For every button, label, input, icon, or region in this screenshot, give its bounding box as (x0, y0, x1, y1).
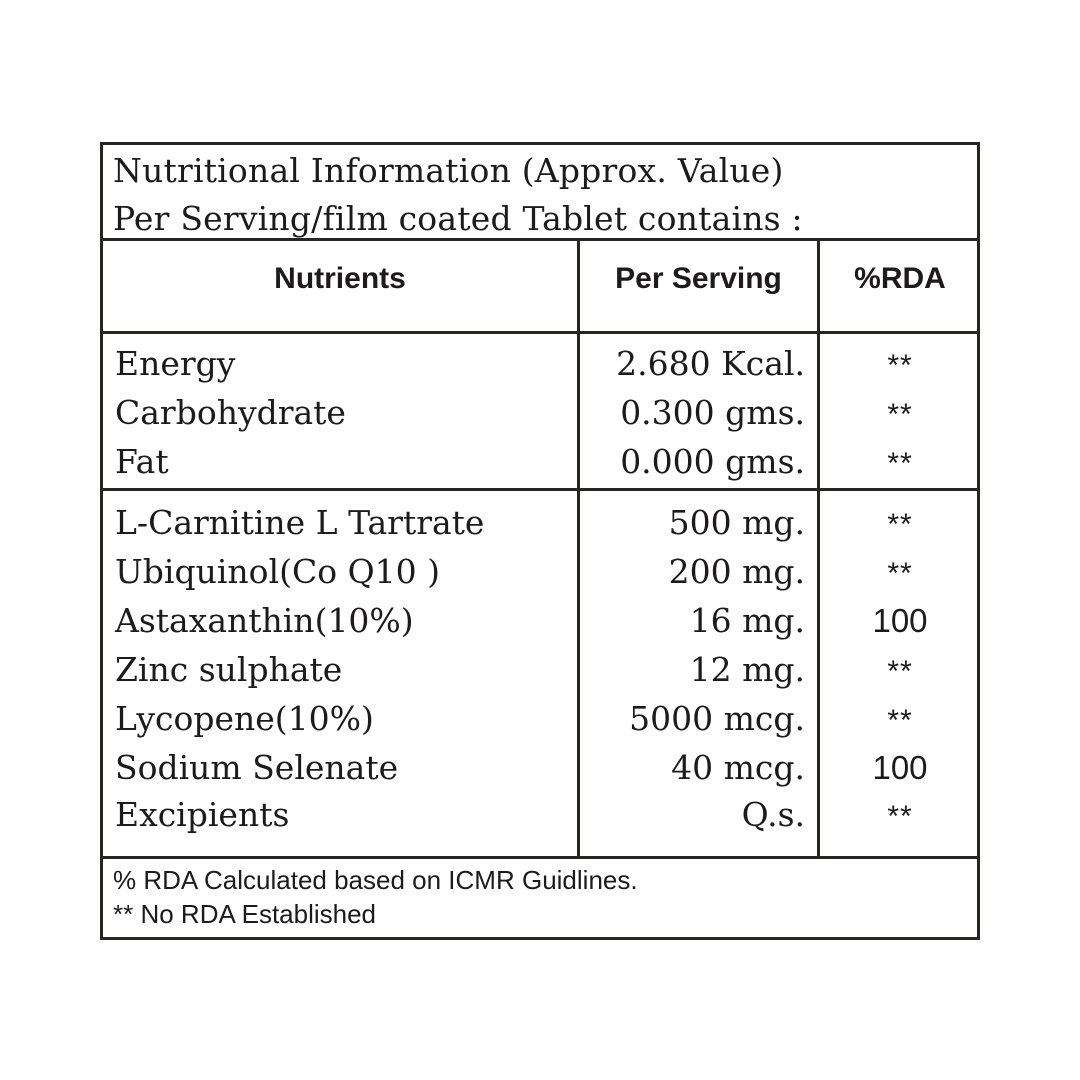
nutrient-name: Ubiquinol(Co Q10 ) (115, 552, 440, 591)
nutrient-serving: 200 mg. (668, 552, 805, 591)
nutrient-serving: 2.680 Kcal. (616, 344, 805, 383)
nutrient-name: L-Carnitine L Tartrate (115, 503, 485, 542)
nutrient-name: Zinc sulphate (115, 650, 343, 689)
footnote-rda-basis: % RDA Calculated based on ICMR Guidlines. (113, 865, 638, 895)
table-title (103, 145, 977, 241)
nutrient-serving: 40 mcg. (671, 748, 805, 787)
nutrient-serving: 0.000 gms. (620, 442, 805, 481)
nutrient-rda: ** (887, 704, 913, 737)
header-nutrients: Nutrients (274, 262, 406, 295)
footnotes (113, 863, 638, 931)
nutrient-rda: ** (887, 349, 913, 382)
title-line-1: Nutritional Information (Approx. Value) (113, 151, 784, 190)
nutrient-serving: 5000 mcg. (629, 699, 805, 738)
nutrient-serving: 500 mg. (668, 503, 805, 542)
nutrient-rda: 100 (872, 602, 928, 639)
nutrient-rda: 100 (872, 749, 928, 786)
title-line-2: Per Serving/film coated Tablet contains : (113, 199, 803, 238)
nutrient-serving: 0.300 gms. (620, 393, 805, 432)
nutrient-rda: ** (887, 800, 913, 833)
nutrient-serving: Q.s. (741, 795, 805, 834)
nutrient-name: Excipients (115, 795, 290, 834)
nutrient-name: Lycopene(10%) (115, 699, 374, 738)
nutrient-rda: ** (887, 447, 913, 480)
nutrient-name: Astaxanthin(10%) (115, 601, 414, 640)
nutrient-serving: 16 mg. (689, 601, 805, 640)
nutrient-name: Fat (115, 442, 169, 481)
header-divider (103, 331, 977, 334)
nutrient-name: Carbohydrate (115, 393, 346, 432)
nutrient-rda: ** (887, 655, 913, 688)
nutrient-serving: 12 mg. (689, 650, 805, 689)
nutrient-name: Sodium Selenate (115, 748, 399, 787)
nutrient-rda: ** (887, 398, 913, 431)
nutrient-rda: ** (887, 508, 913, 541)
nutrition-table (100, 142, 980, 940)
footnote-no-rda: ** No RDA Established (113, 899, 377, 929)
nutrient-rda: ** (887, 557, 913, 590)
header-per-serving: Per Serving (615, 262, 782, 295)
header-rda: %RDA (854, 262, 946, 295)
footnote-divider (103, 856, 977, 859)
nutrient-name: Energy (115, 344, 236, 383)
